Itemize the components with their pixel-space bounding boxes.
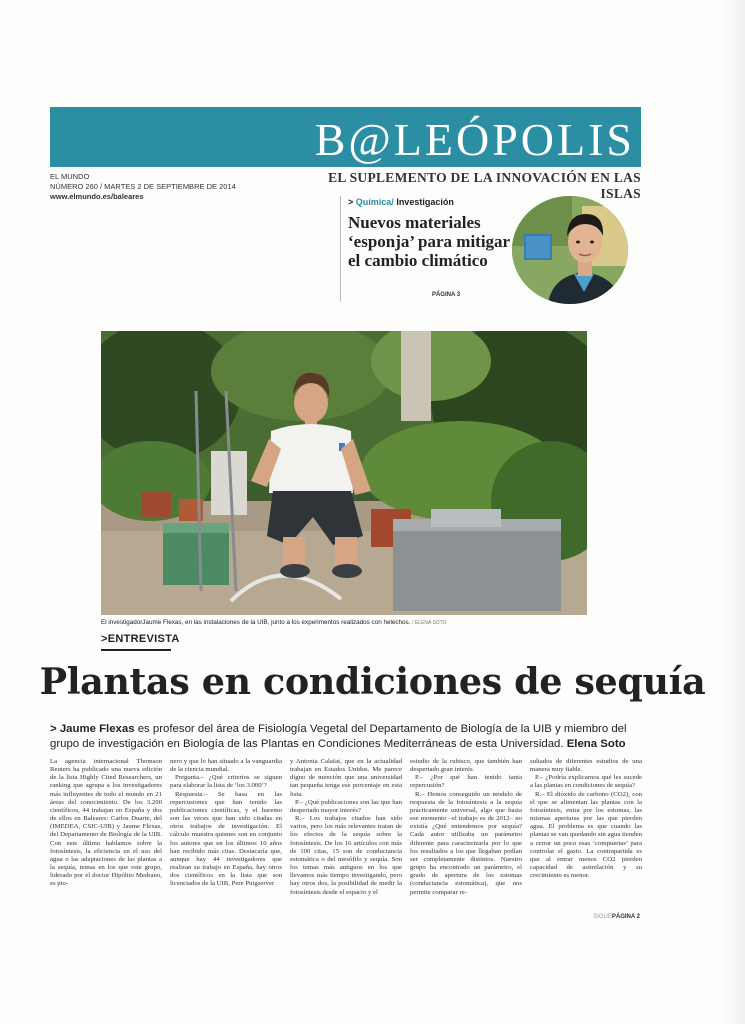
promo-portrait-photo xyxy=(512,196,628,304)
article-headline: Plantas en condiciones de sequía xyxy=(39,660,706,703)
paper-name: EL MUNDO xyxy=(50,172,90,181)
section-underline xyxy=(101,649,171,651)
article-deck xyxy=(50,722,646,752)
body-column-4 xyxy=(410,758,522,930)
promo-headline[interactable]: Nuevos materiales ‘esponja’ para mitigar el cambio climático xyxy=(348,213,510,270)
paragraph: sultados de diferentes estudios de una manera muy fiable. xyxy=(530,758,642,774)
answer-paragraph: R.– El dióxido de carbono (CO2), con el que se alimentan las plantas con la fotosíntesis, entra por los estomas, las mismas aperturas por las que pierden agua. El problema es que cuando las plantas se van quedando sin agua tienden a cerrar un poco esas ‘compuertas’ para controlar el gasto. La contrapartida es que al entrar menos CO2 pierden capacidad de asimilación y su crecimiento es menor. xyxy=(530,790,642,880)
answer-paragraph: R.– Los trabajos citados han sido varios, pero los más relevantes tratan de los efectos de la sequía sobre la fotosíntesis. De los 16 artículos con más de 100 citas, 15 son de conductancia estomática o del mesófilo y sequía. Son los temas más antiguos en los que llevamos más tiempo investigando, pero hay otros dos, la posibilidad de medir la fotosíntesis desde el espacio y el xyxy=(290,815,402,896)
main-photo xyxy=(101,331,587,615)
paragraph: nero y que lo han situado a la vanguardia de la ciencia mundial. xyxy=(170,758,282,774)
page-edge xyxy=(723,0,745,1024)
continued-on-page[interactable] xyxy=(593,914,640,920)
deck-text: es profesor del área de Fisiología Vegetal del Departamento de Biología de la UIB y miembro del grupo de investigación en Biología de las Plantas en Condiciones Mediterráneas de esta Universidad. xyxy=(50,723,627,750)
masthead-banner xyxy=(50,107,641,167)
body-column-5 xyxy=(530,758,642,930)
deck-name: Jaume Flexas xyxy=(59,723,135,735)
byline: Elena Soto xyxy=(566,738,626,750)
continue-label: SIGUE xyxy=(593,914,612,920)
promo-section: Investigación xyxy=(396,197,454,207)
promo-page-ref: PÁGINA 3 xyxy=(432,292,461,298)
paragraph: y Antonia Calafat, que en la actualidad trabajan en Estados Unidos. Me parece digno de mención que una universidad tan pequeña tenga ese porcentaje en esta lista. xyxy=(290,758,402,798)
question-paragraph: P.– ¿Por qué han tenido tanta repercusión? xyxy=(410,774,522,790)
website-link[interactable]: www.elmundo.es/baleares xyxy=(50,192,144,201)
paragraph: estudio de la rubisco, que también han despertado gran interés. xyxy=(410,758,522,774)
paragraph: La agencia internacional Thomson Reuters ha publicado una nueva edición de la lista Highly Cited Researchers, un ranking que agrupa a los investigadores más influyentes de todo el mundo en 21 áreas del conocimiento. De los 3.200 científicos, 44 trabajan en España y dos de ellos en Baleares: Carlos Duarte, del (IMEDEA, CSIC-UIB) y Jaume Flexas, del Departamento de Biología de la UIB. Con este último hablamos sobre la fotosíntesis, la eficiencia en el uso del agua o las adaptaciones de las plantas a la sequía, temas en los que este grupo, liderado por el doctor Hipólito Medrano, es pio- xyxy=(50,758,162,888)
masthead-title: B@LEÓPOLIS xyxy=(314,114,635,165)
section-label: >ENTREVISTA xyxy=(101,633,180,645)
promo-category: Química/ xyxy=(355,197,394,207)
answer-paragraph: Respuesta.– Se basa en las repercusiones que han tenido las publicaciones científicas, y el baremo son las veces que han sido citadas en otros trabajos de investigación. El cálculo muestra quienes son en conjunto los autores que en los últimos 10 años han recibido más citas. Destacaría que, aunque hay 44 investigadores que realizan su trabajo en España, hay otros dos científicos en la lista que son licenciados de la UIB, Pere Puigserver xyxy=(170,790,282,888)
masthead-subtitle: EL SUPLEMENTO DE LA INNOVACIÓN EN LAS ISLAS xyxy=(328,170,641,201)
researcher-garden-illustration xyxy=(101,331,587,615)
body-column-2 xyxy=(170,758,282,930)
issue-date: NÚMERO 260 / MARTES 2 DE SEPTIEMBRE DE 2014 xyxy=(50,182,236,191)
caption-text: El investigadorJaume Flexas, en las instalaciones de la UIB, junto a los experimentos realizados con helechos. xyxy=(101,619,411,626)
question-paragraph: Pregunta.– ¿Qué criterios se siguen para elaborar la lista de ‘los 3.000’? xyxy=(170,774,282,790)
question-paragraph: P.– ¿Qué publicaciones son las que han despertado mayor interés? xyxy=(290,798,402,814)
portrait-illustration xyxy=(512,196,628,304)
article-body xyxy=(50,758,642,930)
photo-credit: / ELENA SOTO xyxy=(412,620,447,626)
promo-kicker xyxy=(348,197,454,207)
body-column-1 xyxy=(50,758,162,930)
continue-page: PÁGINA 2 xyxy=(611,914,640,920)
kicker-arrow: > xyxy=(348,197,354,207)
photo-caption xyxy=(101,619,587,626)
body-column-3 xyxy=(290,758,402,930)
question-paragraph: P.– ¿Podría explicarnos qué les sucede a las plantas en condiciones de sequía? xyxy=(530,774,642,790)
promo-divider xyxy=(340,196,341,302)
answer-paragraph: R.– Hemos conseguido un modelo de respuesta de la fotosíntesis a la sequía prácticamente universal, algo que hasta ese momento –el trabajo es de 2012– no existía ¿Qué entendemos por sequía? Cada autor utilizaba un parámetro diferente para caracterizarla por lo que los resultados a los que llegaban podían ser completamente distintos. Nuestro grupo ha encontrado un parámetro, el grado de apertura de los estomas (conductancia estomática), que nos permite comparar re- xyxy=(410,790,522,896)
deck-arrow: > xyxy=(50,723,60,735)
